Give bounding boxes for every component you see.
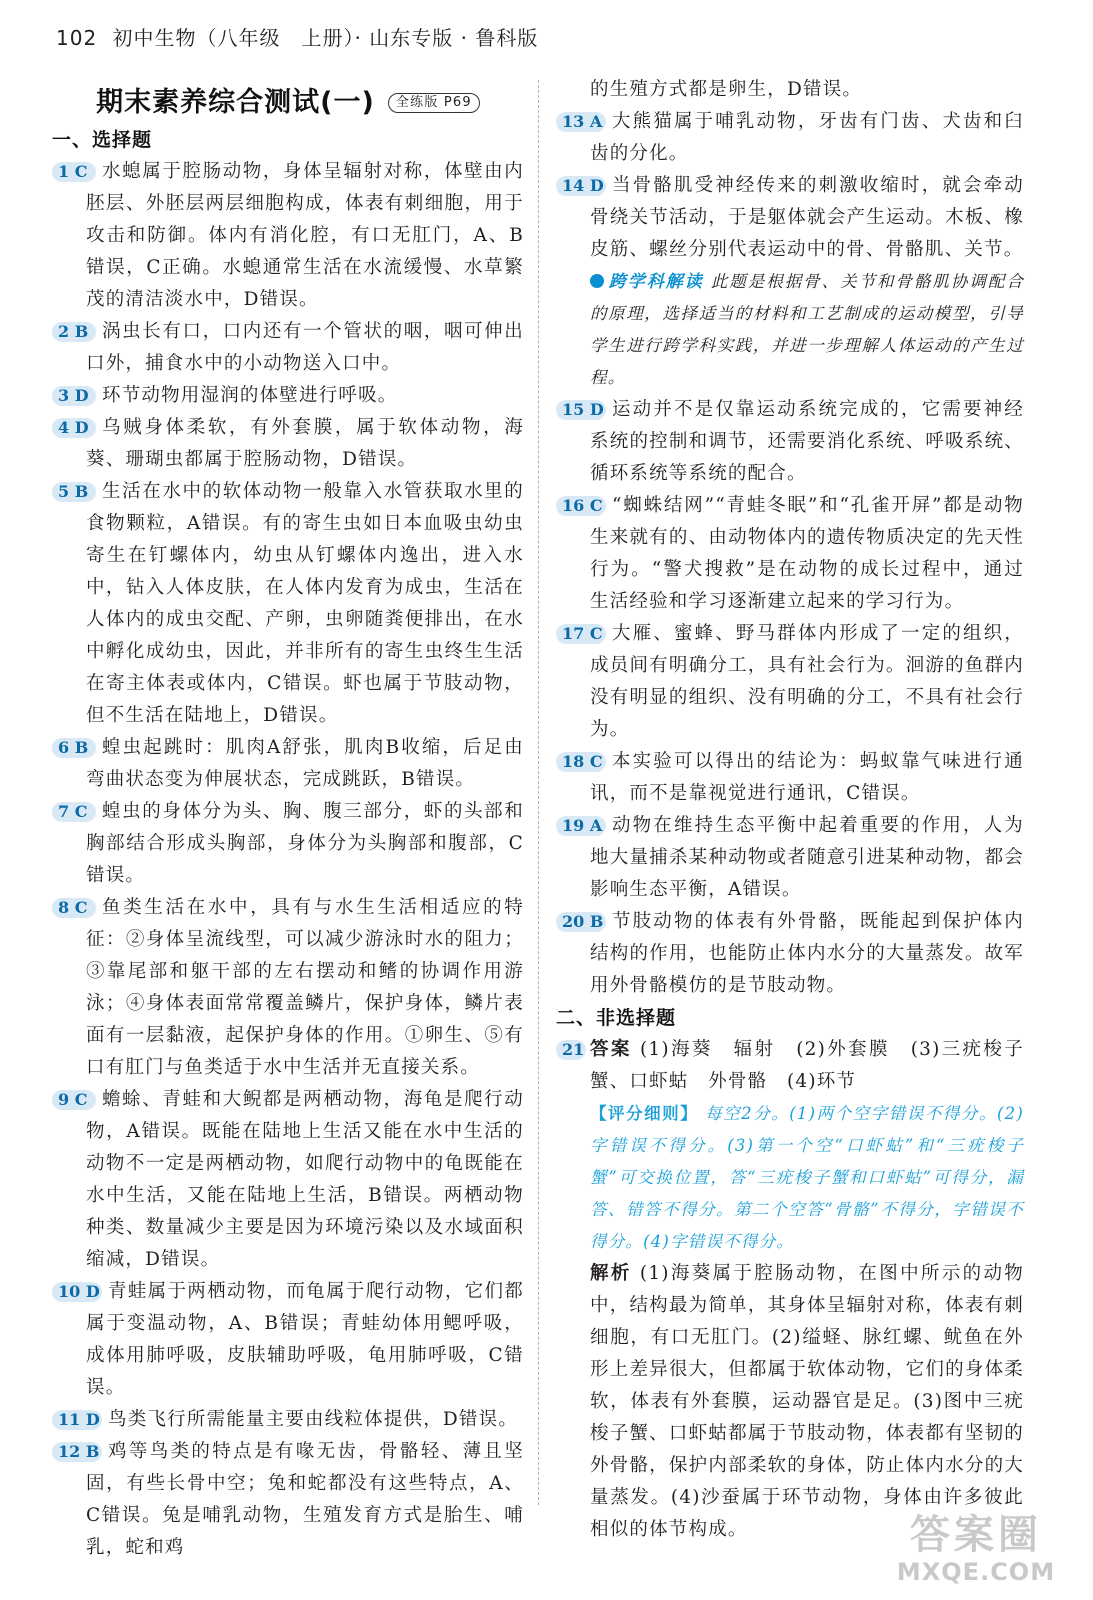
- answer-explanation: 乌贼身体柔软，有外套膜，属于软体动物，海葵、珊瑚虫都属于腔肠动物，D错误。: [86, 417, 524, 470]
- question-number-badge: 15 D: [556, 400, 606, 420]
- book-title: 初中生物（八年级 上册）· 山东专版 · 鲁科版: [112, 26, 539, 50]
- answer-item: [52, 892, 524, 1084]
- cross-discipline-note: [556, 266, 1024, 394]
- question-number-badge: 7 C: [52, 802, 96, 822]
- question-number-badge: 13 A: [556, 112, 606, 132]
- answer-explanation: 蟾蜍、青蛙和大鲵都是两栖动物，海龟是爬行动物，A错误。既能在陆地上生活又能在水中生活的动物不一定是两栖动物，如爬行动物中的龟既能在水中生活，又能在陆地上生活，B错误。两栖动物种类、数量减少主要是因为环境污染以及水域面积缩减，D错误。: [86, 1089, 524, 1270]
- score-text: 每空2分。(1)两个空字错误不得分。(2)字错误不得分。(3)第一个空“口虾蛄”和“三疣梭子蟹”可交换位置，答“三疣梭子蟹和口虾蛄”可得分，漏答、错答不得分。第二个空答“骨骼”不得分，字错误不得分。(4)字错误不得分。: [590, 1104, 1024, 1251]
- answer-item: [556, 170, 1024, 266]
- answer-item: [52, 476, 524, 732]
- answer-explanation: 蝗虫的身体分为头、胸、腹三部分，虾的头部和胸部结合形成头胸部，身体分为头胸部和腹部，C错误。: [86, 801, 524, 886]
- question-number-badge: 1 C: [52, 162, 96, 182]
- answer-item: [556, 746, 1024, 810]
- page-number: 102: [56, 26, 98, 50]
- question-number-badge: 11 D: [52, 1410, 102, 1430]
- question-number-badge: 18 C: [556, 752, 606, 772]
- answer-item: [52, 1436, 524, 1564]
- answer-explanation: 蝗虫起跳时：肌肉A舒张，肌肉B收缩，后足由弯曲状态变为伸展状态，完成跳跃，B错误。: [86, 737, 524, 790]
- q21-badge: 21: [556, 1040, 586, 1060]
- continuation-text: 的生殖方式都是卵生，D错误。: [590, 79, 863, 100]
- answer-item: [52, 156, 524, 316]
- answer-label: 答案: [590, 1039, 632, 1060]
- answer-explanation: 鸟类飞行所需能量主要由线粒体提供，D错误。: [108, 1409, 519, 1430]
- answer-item: [52, 1404, 524, 1436]
- question-number-badge: 5 B: [52, 482, 96, 502]
- cross-note-text: 此题是根据骨、关节和骨骼肌协调配合的原理，选择适当的材料和工艺制成的运动模型，引导学生进行跨学科实践，并进一步理解人体运动的产生过程。: [590, 272, 1024, 387]
- answer-item: [52, 1084, 524, 1276]
- question-number-badge: 6 B: [52, 738, 96, 758]
- answer-item: [52, 316, 524, 380]
- answer-explanation: 运动并不是仅靠运动系统完成的，它需要神经系统的控制和调节，还需要消化系统、呼吸系统、循环系统等系统的配合。: [590, 399, 1024, 484]
- answer-item: [556, 394, 1024, 490]
- title-row: [52, 80, 524, 124]
- question-number-badge: 2 B: [52, 322, 96, 342]
- question-number-badge: 16 C: [556, 496, 606, 516]
- answer-explanation: 动物在维持生态平衡中起着重要的作用，人为地大量捕杀某种动物或者随意引进某种动物，都会影响生态平衡，A错误。: [590, 815, 1024, 900]
- answer-explanation: 水螅属于腔肠动物，身体呈辐射对称，体壁由内胚层、外胚层两层细胞构成，体表有刺细胞，用于攻击和防御。体内有消化腔，有口无肛门，A、B错误，C正确。水螅通常生活在水流缓慢、水草繁茂的清洁淡水中，D错误。: [86, 161, 524, 310]
- right-answer-list-2: [556, 394, 1024, 1002]
- watermark-url: MXQE.COM: [896, 1558, 1056, 1586]
- left-answer-list: [52, 156, 524, 1564]
- q21-answer-text: (1)海葵 辐射 (2)外套膜 (3)三疣梭子蟹、口虾蛄 外骨骼 (4)环节: [590, 1039, 1024, 1092]
- watermark-text: 答案圈: [910, 1512, 1042, 1558]
- analysis-text: (1)海葵属于腔肠动物，在图中所示的动物中，结构最为简单，其身体呈辐射对称，体表有刺细胞，有口无肛门。(2)缢蛏、脉红螺、鱿鱼在外形上差异很大，但都属于软体动物，它们的身体柔软，体表有外套膜，运动器官是足。(3)图中三疣梭子蟹、口虾蛄都属于节肢动物，体表都有坚韧的外骨骼，保护内部柔软的身体，防止体内水分的大量蒸发。(4)沙蚕属于环节动物，身体由许多彼此相似的体节构成。: [590, 1263, 1024, 1540]
- note-icon: [590, 274, 604, 288]
- answer-explanation: 环节动物用湿润的体壁进行呼吸。: [102, 385, 398, 406]
- reference-badge: 全练版 P69: [388, 93, 480, 113]
- question-number-badge: 14 D: [556, 176, 606, 196]
- answer-explanation: 鱼类生活在水中，具有与水生生活相适应的特征：②身体呈流线型，可以减少游泳时水的阻力；③靠尾部和躯干部的左右摆动和鳍的协调作用游泳；④身体表面常常覆盖鳞片，保护身体，鳞片表面有一层黏液，起保护身体的作用。①卵生、⑤有口有肛门与鱼类适于水中生活并无直接关系。: [86, 897, 524, 1078]
- answer-item: [52, 732, 524, 796]
- answer-explanation: 大熊猫属于哺乳动物，牙齿有门齿、犬齿和臼齿的分化。: [590, 111, 1024, 164]
- answer-explanation: 涡虫长有口，口内还有一个管状的咽，咽可伸出口外，捕食水中的小动物送入口中。: [86, 321, 524, 374]
- answer-item: [52, 796, 524, 892]
- watermark-logo: [881, 1512, 1071, 1592]
- page-title: 期末素养综合测试(一): [96, 87, 375, 118]
- column-divider: [538, 80, 539, 1505]
- question-number-badge: 8 C: [52, 898, 96, 918]
- question-number-badge: 9 C: [52, 1090, 96, 1110]
- answer-explanation: “蜘蛛结网”“青蛙冬眠”和“孔雀开屏”都是动物生来就有的、由动物体内的遗传物质决定的先天性行为。“警犬搜救”是在动物的成长过程中，通过生活经验和学习逐渐建立起来的学习行为。: [590, 495, 1024, 612]
- question-number-badge: 12 B: [52, 1442, 102, 1462]
- answer-item: [52, 412, 524, 476]
- answer-explanation: 本实验可以得出的结论为：蚂蚁靠气味进行通讯，而不是靠视觉进行通讯，C错误。: [590, 751, 1024, 804]
- answer-item: [556, 490, 1024, 618]
- score-rules: [556, 1098, 1024, 1258]
- analysis-label: 解析: [590, 1263, 632, 1284]
- answer-item: [556, 810, 1024, 906]
- answer-explanation: 鸡等鸟类的特点是有喙无齿，骨骼轻、薄且坚固，有些长骨中空；兔和蛇都没有这些特点，A、C错误。兔是哺乳动物，生殖发育方式是胎生、哺乳，蛇和鸡: [86, 1441, 524, 1558]
- answer-explanation: 节肢动物的体表有外骨骼，既能起到保护体内结构的作用，也能防止体内水分的大量蒸发。故军用外骨骼模仿的是节肢动物。: [590, 911, 1024, 996]
- question-number-badge: 3 D: [52, 386, 96, 406]
- right-column: [556, 74, 1024, 1546]
- answer-explanation: 当骨骼肌受神经传来的刺激收缩时，就会牵动骨绕关节活动，于是躯体就会产生运动。木板、橡皮筋、螺丝分别代表运动中的骨、骨骼肌、关节。: [590, 175, 1024, 260]
- question-number-badge: 10 D: [52, 1282, 102, 1302]
- page-header: [56, 22, 538, 51]
- score-label: 【评分细则】: [590, 1104, 699, 1123]
- left-column: [52, 80, 524, 1564]
- question-number-badge: 20 B: [556, 912, 606, 932]
- answer-item: [556, 106, 1024, 170]
- question-number-badge: 17 C: [556, 624, 606, 644]
- answer-item: [556, 618, 1024, 746]
- answer-explanation: 大雁、蜜蜂、野马群体内形成了一定的组织，成员间有明确分工，具有社会行为。洄游的鱼群内没有明显的组织、没有明确的分工，不具有社会行为。: [590, 623, 1024, 740]
- section-choice-heading: 一、选择题: [52, 129, 153, 151]
- section-nonchoice-heading: 二、非选择题: [556, 1007, 677, 1029]
- right-answer-list: [556, 106, 1024, 266]
- answer-explanation: 生活在水中的软体动物一般靠入水管获取水里的食物颗粒，A错误。有的寄生虫如日本血吸虫幼虫寄生在钉螺体内，幼虫从钉螺体内逸出，进入水中，钻入人体皮肤，在人体内发育为成虫，生活在人体内的成虫交配、产卵，虫卵随粪便排出，在水中孵化成幼虫，因此，并非所有的寄生虫终生生活在寄主体表或体内，C错误。虾也属于节肢动物，但不生活在陆地上，D错误。: [86, 481, 524, 726]
- cross-note-title: 跨学科解读: [590, 272, 704, 292]
- answer-item: [52, 1276, 524, 1404]
- question-number-badge: 19 A: [556, 816, 606, 836]
- q21-analysis: [556, 1258, 1024, 1546]
- question-number-badge: 4 D: [52, 418, 96, 438]
- answer-item: [52, 380, 524, 412]
- q21-answer: [556, 1034, 1024, 1098]
- answer-item: [556, 906, 1024, 1002]
- answer-explanation: 青蛙属于两栖动物，而龟属于爬行动物，它们都属于变温动物，A、B错误；青蛙幼体用鳃呼吸，成体用肺呼吸，皮肤辅助呼吸，龟用肺呼吸，C错误。: [86, 1281, 524, 1398]
